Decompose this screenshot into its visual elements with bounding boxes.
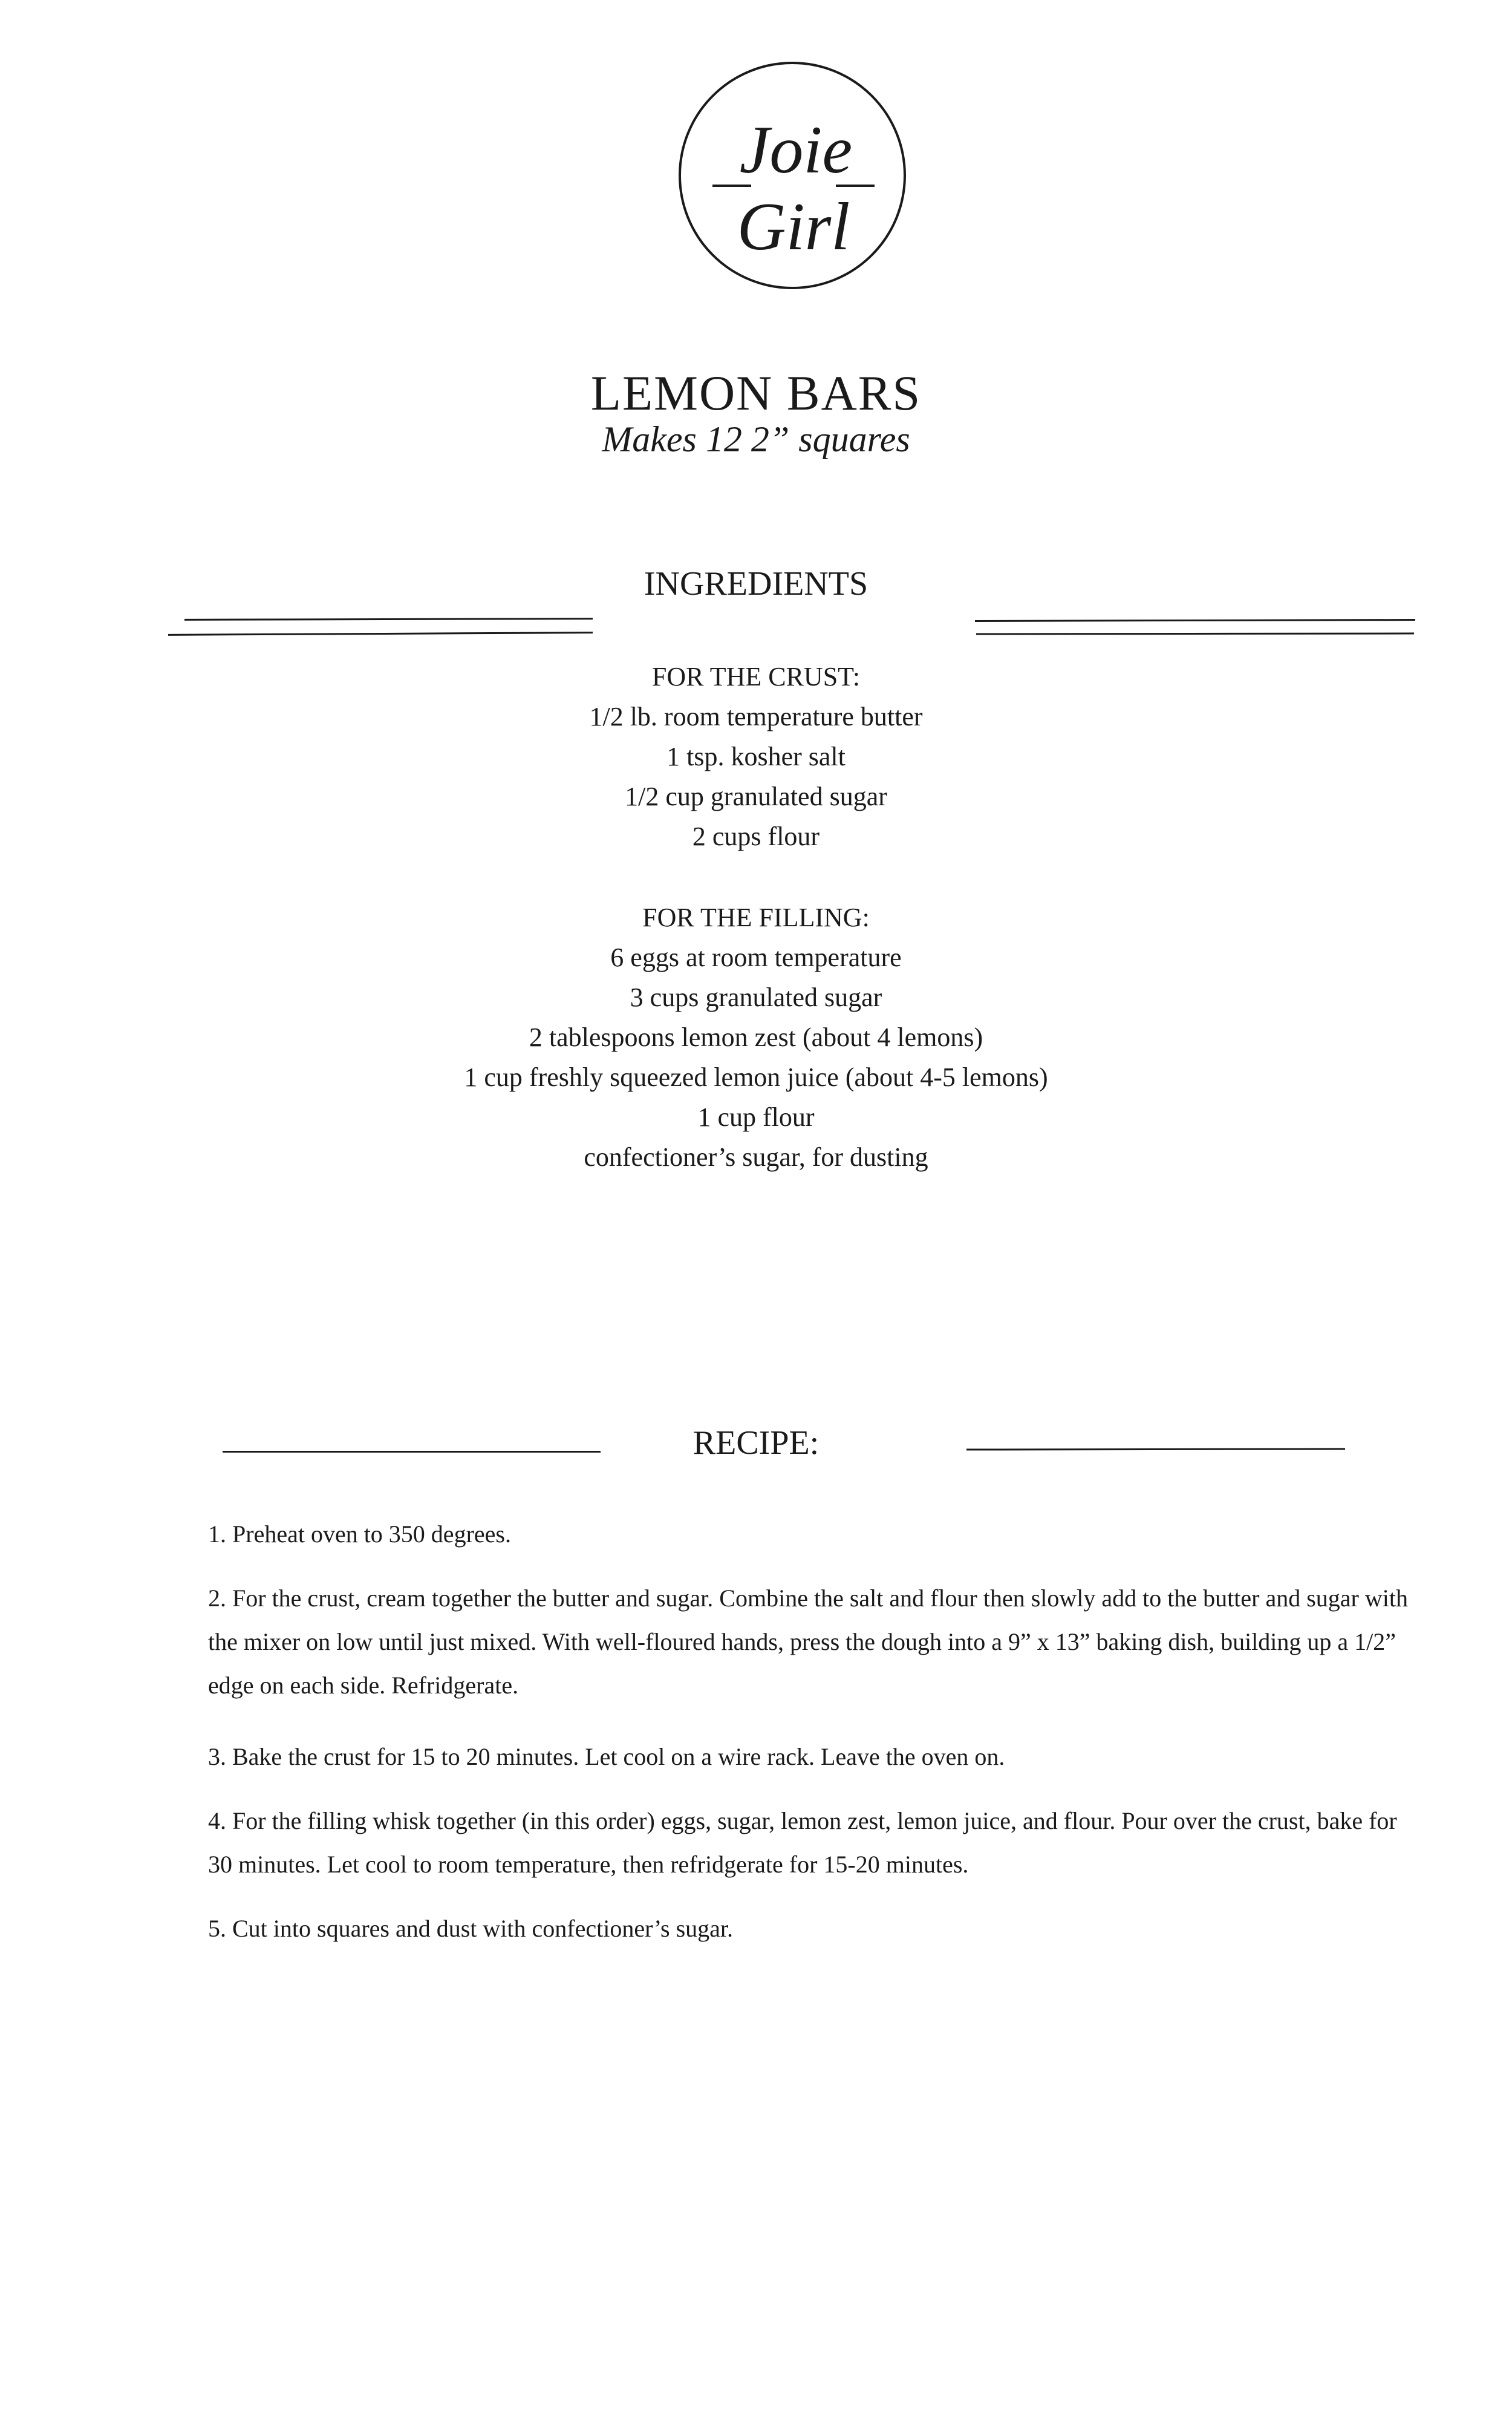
ingredient-item: 2 cups flour [692,822,820,851]
ingredients-rule-right-upper [975,619,1415,622]
filling-heading: FOR THE FILLING: [642,903,870,932]
recipe-title: LEMON BARS [590,365,922,420]
recipe-yield: Makes 12 2” squares [602,419,910,459]
ingredient-item: 6 eggs at room temperature [610,943,902,972]
logo-word-girl: Girl [737,189,850,264]
ingredient-item: 2 tablespoons lemon zest (about 4 lemons) [529,1022,983,1052]
recipe-step: 1. Preheat oven to 350 degrees. [208,1520,511,1548]
recipe-step: 2. For the crust, cream together the butter and sugar. Combine the salt and flour then slowly add to the butter and sugar with the mixer on low until just mixed. With well-floured hands, press the dough into a 9” x 13” baking dish, building up a 1/2” edge on each side. Refridgerate. [208,1584,1408,1699]
ingredient-item: 1 cup flour [697,1102,815,1132]
ingredient-item: 1/2 cup granulated sugar [625,782,887,811]
ingredients-heading: INGREDIENTS [644,565,868,603]
recipe-steps [208,1512,1412,1971]
filling-ingredients [0,898,1512,1177]
joie-girl-logo [677,60,907,290]
recipe-heading: RECIPE: [692,1424,820,1462]
ingredient-item: 1 cup freshly squeezed lemon juice (about 4-5 lemons) [464,1062,1048,1092]
recipe-step: 3. Bake the crust for 15 to 20 minutes. Let cool on a wire rack. Leave the oven on. [208,1743,1005,1770]
recipe-step: 5. Cut into squares and dust with confectioner’s sugar. [208,1915,734,1942]
recipe-rule-left [223,1451,601,1453]
ingredient-item: 3 cups granulated sugar [630,983,882,1012]
ingredient-item: confectioner’s sugar, for dusting [584,1142,928,1172]
ingredients-rule-left-lower [168,632,593,636]
ingredient-item: 1/2 lb. room temperature butter [589,702,923,731]
recipe-step: 4. For the filling whisk together (in this order) eggs, sugar, lemon zest, lemon juice, and flour. Pour over the crust, bake for 30 minutes. Let cool to room temperature, then refridgerate for 15-20 minutes. [208,1807,1397,1878]
crust-heading: FOR THE CRUST: [651,662,861,692]
ingredients-rule-right-lower [976,632,1414,635]
ingredient-item: 1 tsp. kosher salt [666,742,846,771]
logo-word-joie: Joie [739,113,853,188]
crust-ingredients [0,657,1512,857]
ingredients-rule-left-upper [184,618,593,621]
